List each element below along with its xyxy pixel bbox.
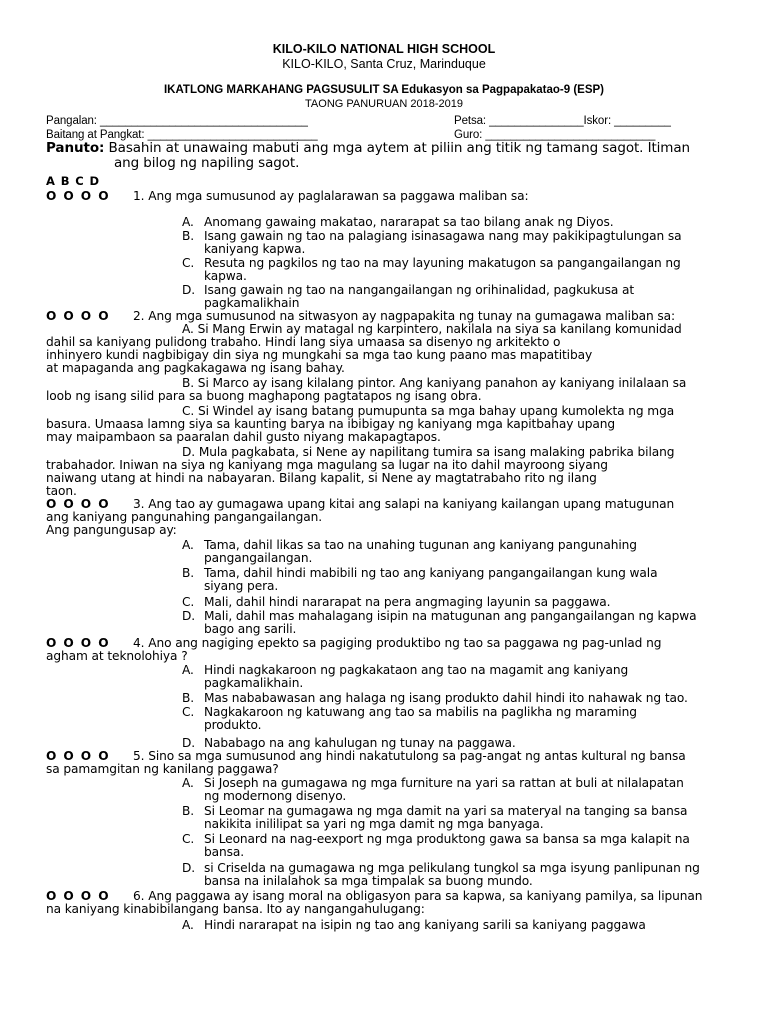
question-stem: sa pamamgitan ng kanilang paggawa?	[46, 762, 279, 776]
choice-text: pangangailangan.	[204, 551, 313, 565]
choice-letter[interactable]: D.	[182, 609, 196, 623]
school-year: TAONG PANURUAN 2018-2019	[305, 98, 463, 110]
question-prompt: Ang pangungusap ay:	[46, 523, 177, 537]
situation-paragraph-line: at mapaganda ang pagkakagawa ng isang bahay.	[46, 361, 345, 375]
choice-letter[interactable]: B.	[182, 566, 195, 580]
question-stem: 5. Sino sa mga sumusunod ang hindi nakatutulong sa pag-angat ng antas kultural ng bansa	[133, 749, 686, 763]
choice-text: si Criselda na gumagawa ng mga pelikulang tungkol sa mga isyung panlipunan ng	[204, 861, 700, 875]
choice-letter[interactable]: A.	[182, 776, 194, 790]
choice-text: pagkamalikhain	[204, 296, 300, 310]
situation-paragraph-line: A. Si Mang Erwin ay matagal ng karpintero, nakilala na siya sa kanilang komunidad	[182, 322, 682, 336]
question-stem: ang kaniyang pangunahing pangangailangan.	[46, 510, 322, 524]
situation-paragraph-line: trabahador. Iniwan na siya ng kaniyang mga magulang sa lugar na ito dahil mayroong siyang	[46, 458, 608, 472]
choice-text: Hindi nagkakaroon ng pagkakataon ang tao na magamit ang kaniyang	[204, 663, 629, 677]
answer-key-letters: A B C D	[46, 174, 99, 188]
choice-text: Nagkakaroon ng katuwang ang tao sa mabilis na paglikha ng maraming	[204, 705, 637, 719]
teacher-field-label: Guro: ___________________________	[454, 129, 656, 141]
choice-letter[interactable]: B.	[182, 691, 195, 705]
choice-text: Hindi nararapat na isipin ng tao ang kaniyang sarili sa kaniyang paggawa	[204, 918, 646, 932]
choice-text: produkto.	[204, 718, 262, 732]
choice-text: kapwa.	[204, 269, 247, 283]
directions-label: Panuto:	[46, 140, 105, 156]
directions-text: Basahin at unawaing mabuti ang mga aytem at piliin ang titik ng tamang sagot. Itiman	[104, 140, 690, 156]
choice-text: ng modernong disenyo.	[204, 789, 347, 803]
question-stem: 2. Ang mga sumusunod na sitwasyon ay nagpapakita ng tunay na gumagawa maliban sa:	[133, 309, 675, 323]
situation-paragraph-line: dahil sa kaniyang pulidong trabaho. Hindi lang siya umaasa sa disenyo ng arkitekto o	[46, 335, 561, 349]
choice-letter[interactable]: C.	[182, 705, 195, 719]
choice-letter[interactable]: B.	[182, 804, 195, 818]
choice-text: Si Leomar na gumagawa ng mga damit na yari sa materyal na tanging sa bansa	[204, 804, 688, 818]
directions-line-2: ang bilog ng napiling sagot.	[114, 155, 300, 171]
answer-bubbles[interactable]: O O O O	[46, 497, 109, 511]
situation-paragraph-line: C. Si Windel ay isang batang pumupunta sa mga bahay upang kumolekta ng mga	[182, 404, 675, 418]
choice-text: siyang pera.	[204, 579, 279, 593]
answer-bubbles[interactable]: O O O O	[46, 749, 109, 763]
choice-text: pagkamalikhain.	[204, 676, 304, 690]
choice-text: bansa.	[204, 845, 245, 859]
date-score-field-label: Petsa: _______________Iskor: _________	[454, 115, 671, 127]
answer-bubbles[interactable]: O O O O	[46, 889, 109, 903]
directions-line-1	[46, 141, 690, 156]
choice-text: Isang gawain ng tao na nangangailangan ng orihinalidad, pagkukusa at	[204, 283, 635, 297]
choice-letter[interactable]: B.	[182, 229, 195, 243]
name-field-label: Pangalan: _________________________________	[46, 115, 308, 127]
grade-section-field-label: Baitang at Pangkat: ___________________________	[46, 129, 318, 141]
school-address: KILO-KILO, Santa Cruz, Marinduque	[282, 57, 486, 71]
choice-letter[interactable]: A.	[182, 538, 194, 552]
situation-paragraph-line: D. Mula pagkabata, si Nene ay napilitang tumira sa isang malaking pabrika bilang	[182, 445, 675, 459]
choice-text: bago ang sarili.	[204, 622, 297, 636]
exam-title: IKATLONG MARKAHANG PAGSUSULIT SA Edukasyon sa Pagpapakatao-9 (ESP)	[163, 84, 605, 96]
choice-letter[interactable]: C.	[182, 256, 195, 270]
question-stem: 6. Ang paggawa ay isang moral na obligasyon para sa kapwa, sa kaniyang pamilya, sa lipunan	[133, 889, 703, 903]
choice-text: Mali, dahil hindi nararapat na pera angmaging layunin sa paggawa.	[204, 595, 611, 609]
choice-letter[interactable]: A.	[182, 663, 194, 677]
choice-text: Mas nababawasan ang halaga ng isang produkto dahil hindi ito nahawak ng tao.	[204, 691, 688, 705]
situation-paragraph-line: loob ng isang silid para sa buong maghapong pagtatapos ng isang obra.	[46, 389, 482, 403]
choice-text: Isang gawain ng tao na palagiang isinasagawa nang may pakikipagtulungan sa	[204, 229, 682, 243]
answer-bubbles[interactable]: O O O O	[46, 309, 109, 323]
choice-text: Nababago na ang kahulugan ng tunay na paggawa.	[204, 736, 516, 750]
choice-text: Tama, dahil likas sa tao na unahing tugunan ang kaniyang pangunahing	[204, 538, 637, 552]
choice-text: Anomang gawaing makatao, nararapat sa tao bilang anak ng Diyos.	[204, 215, 614, 229]
situation-paragraph-line: B. Si Marco ay isang kilalang pintor. Ang kaniyang panahon ay kaniyang inilalaan sa	[182, 376, 687, 390]
choice-letter[interactable]: D.	[182, 736, 196, 750]
school-name: KILO-KILO NATIONAL HIGH SCHOOL	[272, 42, 496, 56]
question-stem: 3. Ang tao ay gumagawa upang kitai ang salapi na kaniyang kailangan upang matugunan	[133, 497, 675, 511]
choice-letter[interactable]: A.	[182, 918, 194, 932]
choice-letter[interactable]: D.	[182, 283, 196, 297]
question-stem: na kaniyang kinabibilangang bansa. Ito ay nangangahulugang:	[46, 902, 425, 916]
answer-bubbles[interactable]: O O O O	[46, 189, 109, 203]
choice-text: Mali, dahil mas mahalagang isipin na matugunan ang pangangailangan ng kapwa	[204, 609, 697, 623]
choice-text: Si Joseph na gumagawa ng mga furniture na yari sa rattan at buli at nilalapatan	[204, 776, 684, 790]
situation-paragraph-line: naiwang utang at hindi na nabayaran. Bilang kapalit, si Nene ay magtatrabaho rito ng ilang	[46, 471, 597, 485]
question-stem: 4. Ano ang nagiging epekto sa pagiging produktibo ng tao sa paggawa ng pag-unlad ng	[133, 636, 662, 650]
choice-text: bansa na inilalahok sa mga timpalak sa buong mundo.	[204, 874, 533, 888]
question-stem: 1. Ang mga sumusunod ay paglalarawan sa paggawa maliban sa:	[133, 189, 529, 203]
choice-text: Tama, dahil hindi mabibili ng tao ang kaniyang pangangailangan kung wala	[204, 566, 658, 580]
choice-text: Si Leonard na nag-eexport ng mga produktong gawa sa bansa sa mga kalapit na	[204, 832, 690, 846]
situation-paragraph-line: inhinyero kundi nagbibigay din siya ng mungkahi sa mga tao kung paano mas mapatitibay	[46, 348, 593, 362]
choice-text: Resuta ng pagkilos ng tao na may layuning makatugon sa pangangailangan ng	[204, 256, 681, 270]
choice-letter[interactable]: C.	[182, 832, 195, 846]
situation-paragraph-line: basura. Umaasa lamng siya sa kaunting barya na ibibigay ng kaniyang mga kapitbahay upang	[46, 417, 615, 431]
question-stem: agham at teknolohiya ?	[46, 649, 188, 663]
answer-bubbles[interactable]: O O O O	[46, 636, 109, 650]
situation-paragraph-line: may maipambaon sa paaralan dahil gusto niyang makapagtapos.	[46, 430, 441, 444]
choice-letter[interactable]: A.	[182, 215, 194, 229]
choice-text: kaniyang kapwa.	[204, 242, 306, 256]
choice-letter[interactable]: D.	[182, 861, 196, 875]
choice-text: nakikita inililipat sa yari ng mga damit ng mga banyaga.	[204, 817, 544, 831]
situation-paragraph-line: taon.	[46, 484, 77, 498]
choice-letter[interactable]: C.	[182, 595, 195, 609]
